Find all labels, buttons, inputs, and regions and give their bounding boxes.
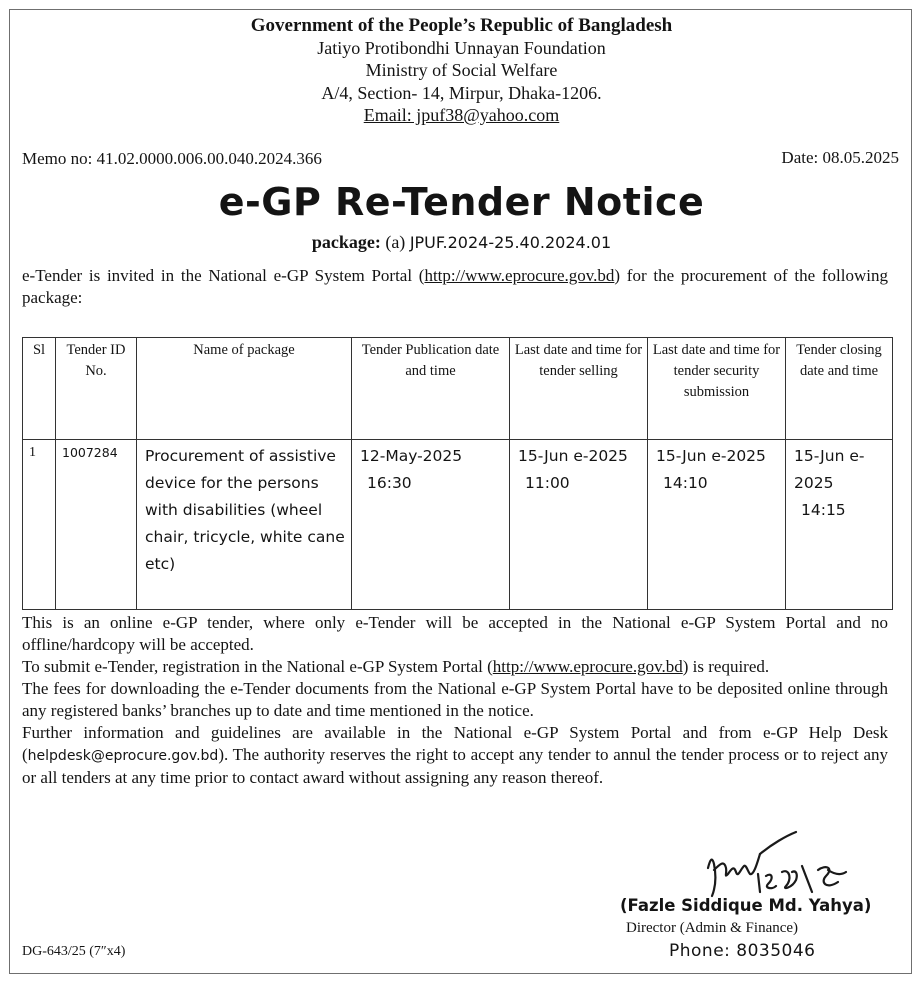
fees-paragraph: The fees for downloading the e-Tender documents from the National e-GP System Portal have to be deposited online through any registered banks’ branches up to date and time mentioned in the notice. <box>22 679 888 720</box>
column-header-selling: Last date and time for tender selling <box>510 338 648 440</box>
intro-paragraph <box>22 265 888 309</box>
package-line <box>0 232 923 253</box>
phone-number: Phone: 8035046 <box>669 941 816 961</box>
table-header-row <box>23 338 893 440</box>
selling-date: 15-Jun e-2025 <box>518 447 628 465</box>
column-header-tender-id: Tender ID No. <box>56 338 137 440</box>
intro-text-start: e-Tender is invited in the National e-GP System Portal ( <box>22 266 425 285</box>
office-address: A/4, Section- 14, Mirpur, Dhaka-1206. <box>321 83 602 103</box>
helpdesk-text-start: Further information and guidelines are available in the National e-GP System Portal and from e-GP Help Desk ( <box>22 723 888 764</box>
portal-link[interactable]: http://www.eprocure.gov.bd <box>424 266 615 285</box>
cell-selling <box>510 440 648 610</box>
signatory-phone <box>669 941 816 961</box>
closing-time: 14:15 <box>801 501 846 519</box>
cell-tender-id: 1007284 <box>56 440 137 610</box>
online-tender-paragraph: This is an online e-GP tender, where only e-Tender will be accepted in the National e-GP System Portal and no offline/hardcopy will be accepted. <box>22 613 888 654</box>
cell-sl: 1 <box>23 440 56 610</box>
notice-body <box>22 612 888 789</box>
signatory-name: (Fazle Siddique Md. Yahya) <box>620 896 872 915</box>
closing-date: 15-Jun e- 2025 <box>794 447 865 492</box>
registration-text-end: ) is required. <box>682 657 770 676</box>
helpdesk-text-end: ). The authority reserves the right to accept any tender to annul the tender process or to reject any or all tenders at any time prior to contact award without assigning any reason thereof. <box>22 745 888 787</box>
package-label: package: <box>311 232 381 252</box>
package-marker: (a) <box>385 232 406 252</box>
foundation-name: Jatiyo Protibondhi Unnayan Foundation <box>317 38 606 58</box>
publication-date: 12-May-2025 <box>360 447 463 465</box>
package-id: JPUF.2024-25.40.2024.01 <box>409 233 612 252</box>
helpdesk-paragraph <box>22 722 888 789</box>
security-time: 14:10 <box>663 474 708 492</box>
security-date: 15-Jun e-2025 <box>656 447 766 465</box>
registration-portal-link[interactable]: http://www.eprocure.gov.bd <box>492 657 683 676</box>
contact-email: Email: jpuf38@yahoo.com <box>363 105 560 125</box>
helpdesk-email: helpdesk@eprocure.gov.bd <box>27 748 219 764</box>
column-header-closing: Tender closing date and time <box>786 338 893 440</box>
selling-time: 11:00 <box>525 474 570 492</box>
cell-security <box>648 440 786 610</box>
registration-paragraph <box>22 656 888 678</box>
column-header-publication: Tender Publication date and time <box>352 338 510 440</box>
cell-closing <box>786 440 893 610</box>
registration-text-start: To submit e-Tender, registration in the National e-GP System Portal ( <box>22 657 493 676</box>
government-title: Government of the People’s Republic of Bangladesh <box>250 15 673 36</box>
notice-date: Date: 08.05.2025 <box>781 148 899 167</box>
tender-table <box>22 337 893 610</box>
document-code: DG-643/25 (7″x4) <box>22 944 126 959</box>
intro-text-end: ) for the procurement of the following package: <box>22 266 888 307</box>
page-title: e-GP Re-Tender Notice <box>218 180 705 224</box>
column-header-security: Last date and time for tender security submission <box>648 338 786 440</box>
column-header-package-name: Name of package <box>137 338 352 440</box>
table-row <box>23 440 893 610</box>
signatory-role: Director (Admin & Finance) <box>626 920 799 936</box>
ministry-name: Ministry of Social Welfare <box>365 60 558 80</box>
column-header-sl: Sl <box>23 338 56 440</box>
memo-number: Memo no: 41.02.0000.006.00.040.2024.366 <box>22 149 322 168</box>
cell-package-name: Procurement of assistive device for the persons with disabilities (wheel chair, tricycle, white cane etc) <box>137 440 352 610</box>
cell-publication <box>352 440 510 610</box>
publication-time: 16:30 <box>367 474 412 492</box>
